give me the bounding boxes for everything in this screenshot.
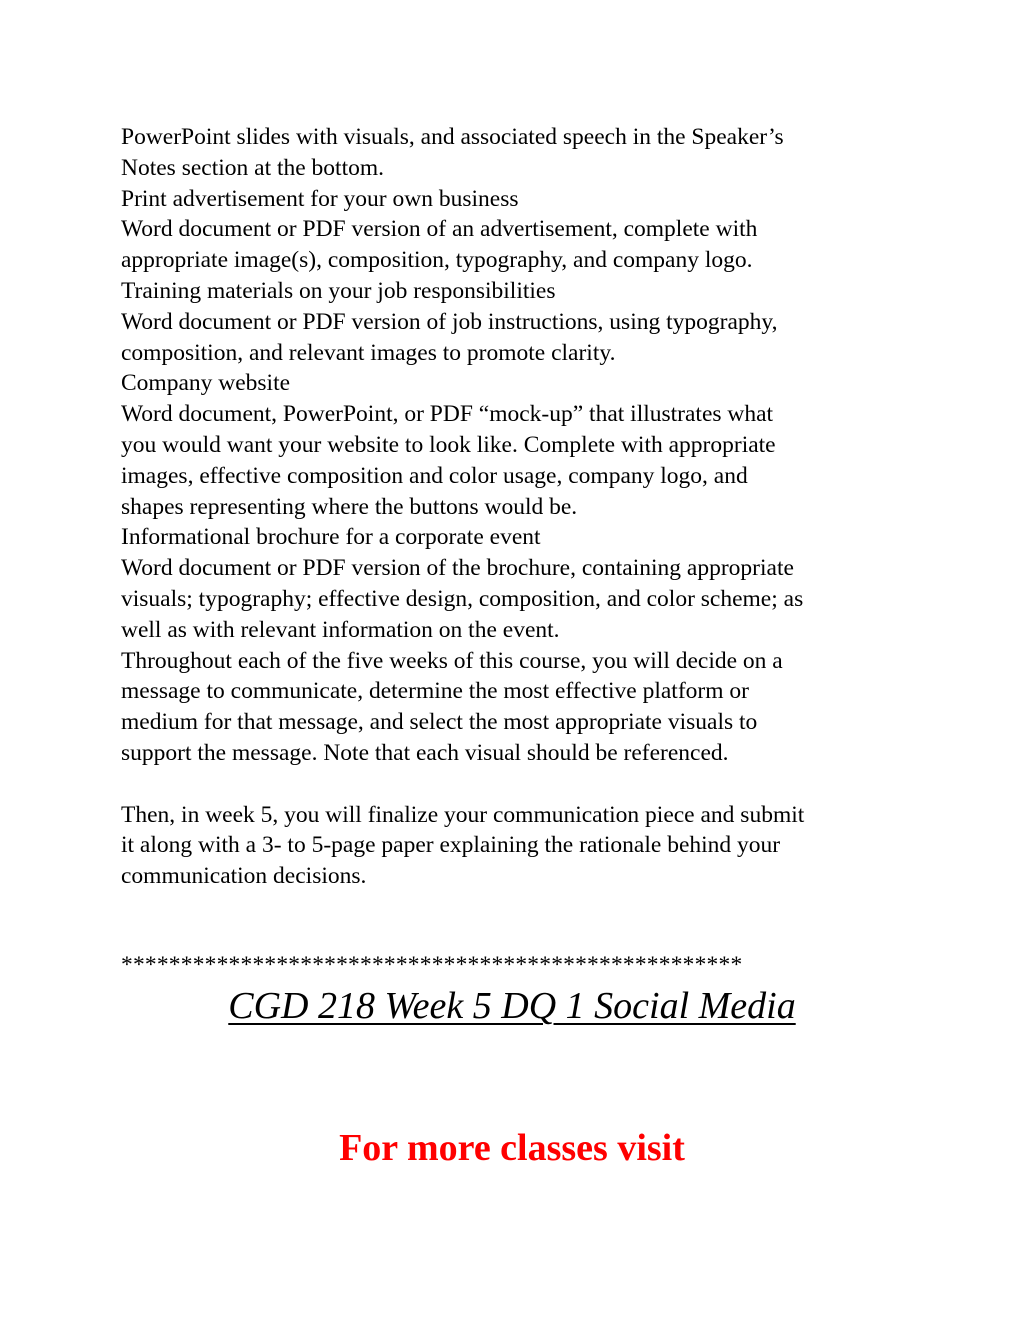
body-line: Word document, PowerPoint, or PDF “mock-up” that illustrates what (121, 401, 774, 428)
body-line: appropriate image(s), composition, typography, and company logo. (121, 247, 753, 274)
visit-heading: For more classes visit (339, 1127, 685, 1169)
body-line: Word document or PDF version of job instructions, using typography, (121, 308, 778, 335)
separator-line: **************************************************** (121, 952, 743, 978)
body-line: Training materials on your job responsibilities (121, 277, 556, 304)
course-title-link[interactable]: CGD 218 Week 5 DQ 1 Social Media (228, 985, 796, 1027)
body-line: shapes representing where the buttons would be. (121, 493, 578, 520)
body-line: Print advertisement for your own business (121, 185, 519, 212)
body-line: message to communicate, determine the most effective platform or (121, 678, 749, 705)
body-line: you would want your website to look like. Complete with appropriate (121, 431, 776, 458)
closing-line: Then, in week 5, you will finalize your communication piece and submit (121, 801, 805, 828)
closing-line: communication decisions. (121, 863, 367, 890)
body-line: well as with relevant information on the event. (121, 616, 560, 643)
body-line: support the message. Note that each visual should be referenced. (121, 739, 729, 766)
closing-line: it along with a 3- to 5-page paper explaining the rationale behind your (121, 832, 781, 859)
body-text (121, 122, 911, 892)
body-line: Company website (121, 370, 291, 397)
body-line: Notes section at the bottom. (121, 154, 385, 181)
body-line: composition, and relevant images to promote clarity. (121, 339, 616, 366)
body-line: images, effective composition and color usage, company logo, and (121, 462, 748, 489)
body-line: PowerPoint slides with visuals, and associated speech in the Speaker’s (121, 124, 784, 150)
paragraph-spacer (121, 769, 911, 800)
body-line: medium for that message, and select the most appropriate visuals to (121, 709, 758, 736)
body-line: Throughout each of the five weeks of this course, you will decide on a (121, 647, 783, 674)
body-line: visuals; typography; effective design, composition, and color scheme; as (121, 585, 804, 612)
body-line: Informational brochure for a corporate event (121, 524, 541, 551)
body-line: Word document or PDF version of the brochure, containing appropriate (121, 555, 794, 582)
body-line: Word document or PDF version of an advertisement, complete with (121, 216, 758, 243)
